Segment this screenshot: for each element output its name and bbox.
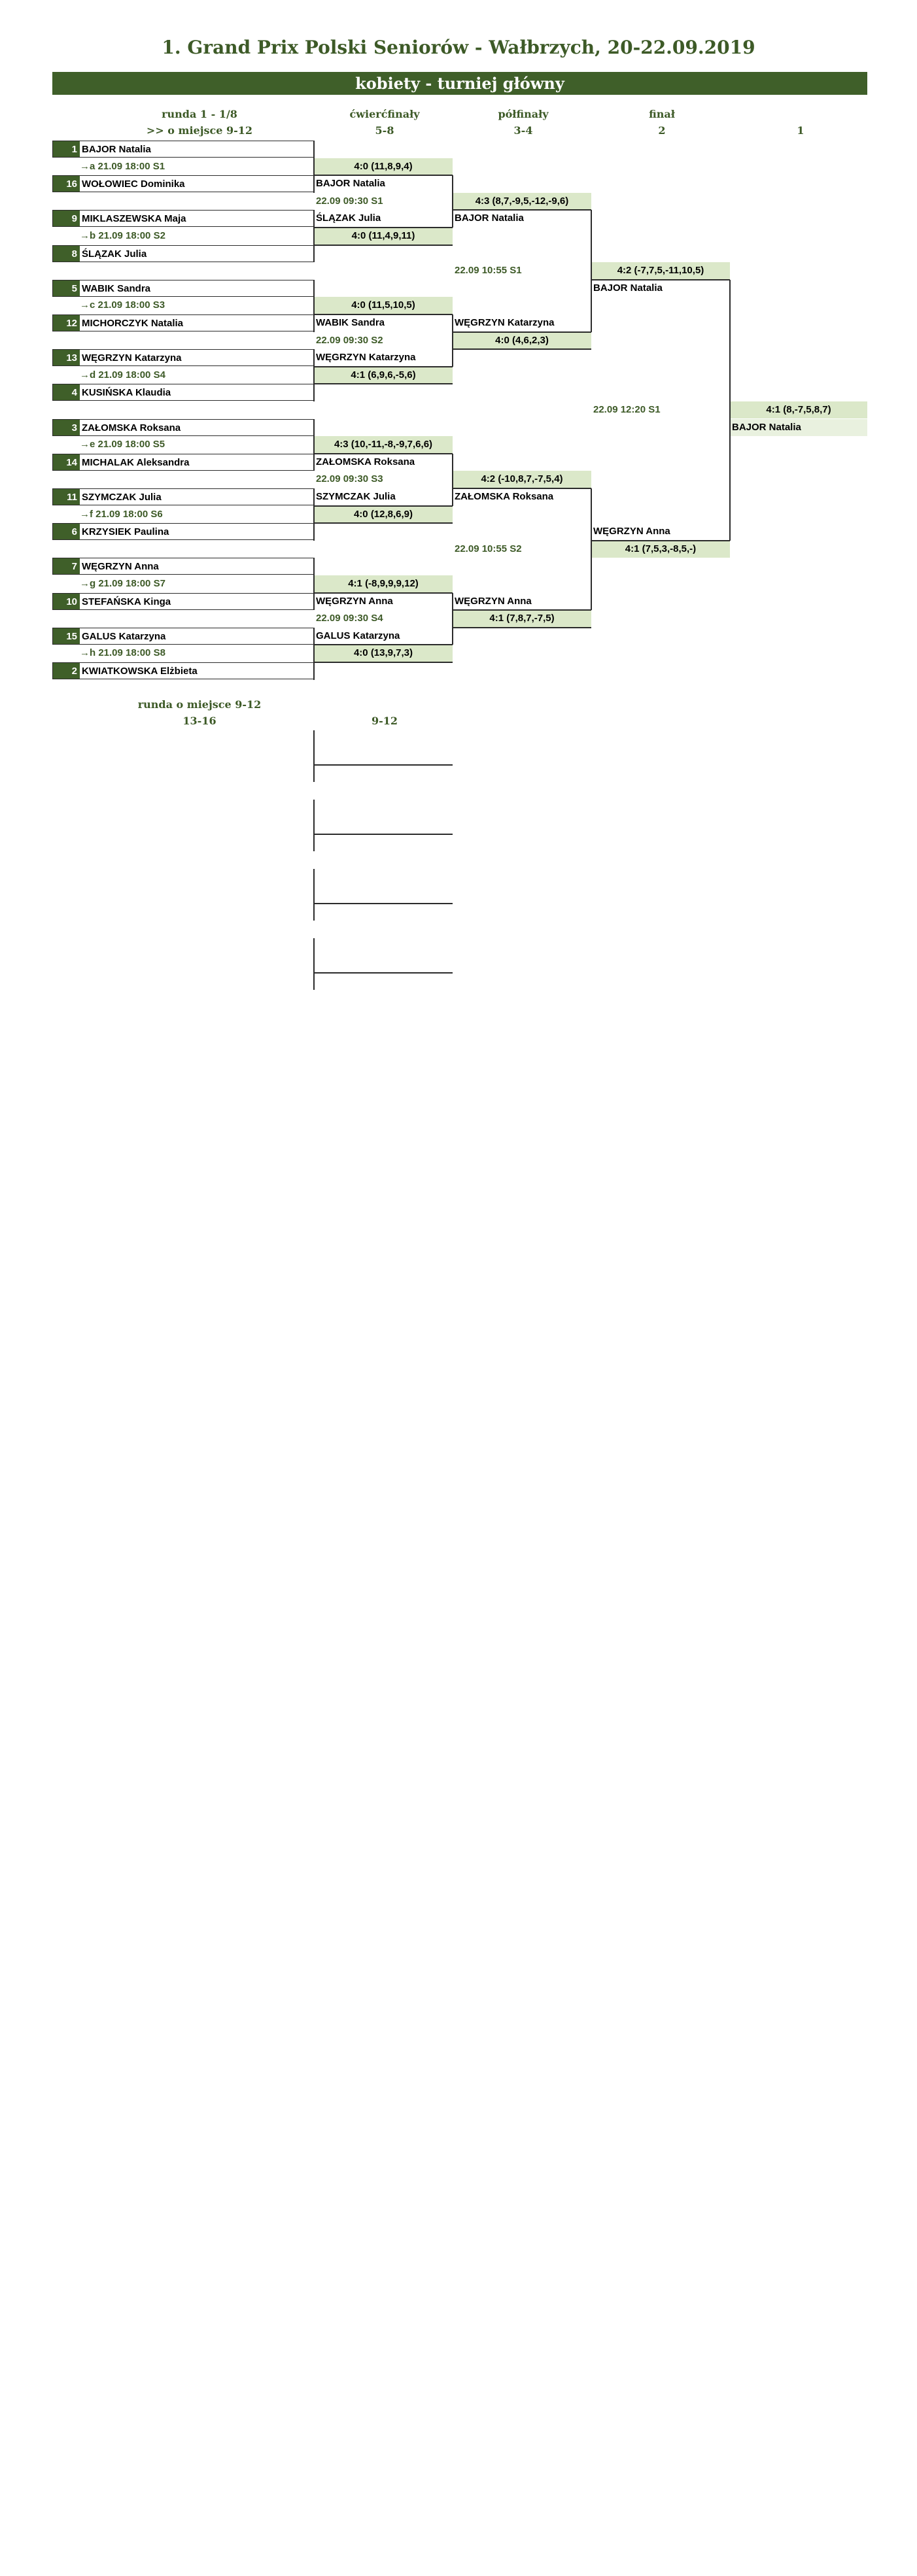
header-lower-9-12: 9-12 <box>371 715 398 727</box>
r1-player-slot <box>52 245 314 262</box>
qf-match-result: 4:0 (4,6,2,3) <box>453 332 591 349</box>
seed-number: 3 <box>53 420 80 435</box>
qf-connector <box>314 175 453 176</box>
sf-player-slot: WĘGRZYN Katarzyna <box>453 314 591 331</box>
qf-player-slot: ŚLĄZAK Julia <box>314 210 453 227</box>
r1-match-schedule: →a 21.09 18:00 S1 <box>80 161 165 172</box>
qf-connector <box>314 592 453 594</box>
player-name: WOŁOWIEC Dominika <box>82 178 185 190</box>
r1-match-schedule: →d 21.09 18:00 S4 <box>80 369 165 381</box>
qf-connector <box>314 366 453 367</box>
seed-number: 2 <box>53 663 80 679</box>
seed-number: 8 <box>53 246 80 262</box>
r1-player-slot <box>52 175 314 192</box>
r1-connector <box>314 662 453 663</box>
header-lower-round: runda o miejsce 9-12 <box>137 698 262 711</box>
header-lower-round-sub: 13-16 <box>182 715 216 727</box>
qf-connector <box>314 314 453 315</box>
section-banner: kobiety - turniej główny <box>52 72 867 95</box>
r1-player-slot <box>52 349 314 366</box>
sf-player-slot: WĘGRZYN Anna <box>453 593 591 610</box>
seed-number: 4 <box>53 384 80 400</box>
player-name: ŚLĄZAK Julia <box>82 248 147 260</box>
qf-player-slot: BAJOR Natalia <box>314 175 453 192</box>
final-connector <box>591 540 730 541</box>
qf-connector <box>314 453 453 454</box>
r1-match-result: 4:0 (11,4,9,11) <box>314 228 453 245</box>
qf-connector <box>314 644 453 645</box>
r1-connector <box>313 210 315 262</box>
header-quarterfinals: ćwierćfinały <box>349 108 420 120</box>
qf-connector <box>314 505 453 507</box>
qf-player-slot: WĘGRZYN Katarzyna <box>314 349 453 366</box>
r1-match-result: 4:1 (-8,9,9,9,12) <box>314 575 453 592</box>
lower-connector <box>313 800 315 851</box>
sf-connector <box>453 609 591 611</box>
qf-player-slot: WABIK Sandra <box>314 314 453 331</box>
seed-number: 15 <box>53 628 80 644</box>
r1-player-slot <box>52 593 314 610</box>
r1-player-slot <box>52 314 314 331</box>
qf-connector <box>453 348 591 350</box>
sf-match-result: 4:2 (-7,7,5,-11,10,5) <box>591 262 730 279</box>
player-name: KUSIŃSKA Klaudia <box>82 387 171 398</box>
r1-match-schedule: →g 21.09 18:00 S7 <box>80 578 165 589</box>
r1-player-slot <box>52 662 314 679</box>
lower-connector <box>313 730 315 782</box>
sf-connector <box>453 488 591 489</box>
player-name: GALUS Katarzyna <box>82 631 166 642</box>
header-winner: 1 <box>797 124 805 137</box>
seed-number: 6 <box>53 524 80 539</box>
qf-connector <box>452 593 453 645</box>
header-quarterfinals-sub: 5-8 <box>375 124 394 137</box>
sf-connector <box>591 210 592 332</box>
qf-connector <box>452 454 453 506</box>
seed-number: 1 <box>53 141 80 157</box>
r1-match-result: 4:3 (10,-11,-8,-9,7,6,6) <box>314 436 453 453</box>
r1-match-schedule: →b 21.09 18:00 S2 <box>80 230 165 241</box>
player-name: MIKLASZEWSKA Maja <box>82 213 186 224</box>
champion-name: BAJOR Natalia <box>730 419 867 436</box>
sf-player-slot: ZAŁOMSKA Roksana <box>453 488 591 505</box>
qf-player-slot: GALUS Katarzyna <box>314 628 453 645</box>
final-player-slot: WĘGRZYN Anna <box>591 523 730 540</box>
r1-player-slot <box>52 384 314 401</box>
r1-connector <box>314 383 453 384</box>
final-player-slot: BAJOR Natalia <box>591 280 730 297</box>
qf-match-schedule: 22.09 09:30 S4 <box>316 613 383 624</box>
player-name: WĘGRZYN Anna <box>82 561 159 572</box>
lower-connector <box>314 834 453 835</box>
final-match-result: 4:1 (8,-7,5,8,7) <box>730 401 867 418</box>
lower-connector <box>314 972 453 974</box>
r1-connector <box>313 141 315 193</box>
r1-match-schedule: →c 21.09 18:00 S3 <box>80 299 165 311</box>
qf-match-result: 4:3 (8,7,-9,5,-12,-9,6) <box>453 193 591 210</box>
seed-number: 13 <box>53 350 80 365</box>
player-name: BAJOR Natalia <box>82 144 151 155</box>
r1-connector <box>313 628 315 680</box>
player-name: STEFAŃSKA Kinga <box>82 596 171 607</box>
header-final-sub: 2 <box>658 124 666 137</box>
qf-player-slot: SZYMCZAK Julia <box>314 488 453 505</box>
lower-connector <box>314 903 453 904</box>
r1-player-slot <box>52 558 314 575</box>
qf-player-slot: ZAŁOMSKA Roksana <box>314 454 453 471</box>
header-final: finał <box>649 108 675 120</box>
sf-connector <box>453 331 591 333</box>
lower-connector <box>313 869 315 921</box>
player-name: MICHORCZYK Natalia <box>82 318 184 329</box>
qf-match-schedule: 22.09 09:30 S3 <box>316 473 383 484</box>
r1-match-schedule: →h 21.09 18:00 S8 <box>80 647 165 658</box>
qf-player-slot: WĘGRZYN Anna <box>314 593 453 610</box>
final-connector <box>591 279 730 280</box>
r1-match-result: 4:0 (12,8,6,9) <box>314 506 453 523</box>
header-semifinals-sub: 3-4 <box>513 124 533 137</box>
player-name: WABIK Sandra <box>82 283 151 294</box>
r1-connector <box>313 558 315 610</box>
seed-number: 9 <box>53 211 80 226</box>
qf-connector <box>314 227 453 228</box>
lower-connector <box>313 938 315 990</box>
r1-match-result: 4:0 (11,5,10,5) <box>314 297 453 314</box>
player-name: KRZYSIEK Paulina <box>82 526 169 537</box>
r1-player-slot <box>52 210 314 227</box>
sf-match-schedule: 22.09 10:55 S2 <box>455 543 522 554</box>
qf-match-result: 4:2 (-10,8,7,-7,5,4) <box>453 471 591 488</box>
r1-player-slot <box>52 523 314 540</box>
seed-number: 14 <box>53 454 80 470</box>
qf-match-schedule: 22.09 09:30 S1 <box>316 195 383 207</box>
r1-connector <box>313 349 315 401</box>
r1-player-slot <box>52 488 314 505</box>
final-match-schedule: 22.09 12:20 S1 <box>593 404 661 415</box>
r1-match-schedule: →e 21.09 18:00 S5 <box>80 439 165 450</box>
sf-player-slot: BAJOR Natalia <box>453 210 591 227</box>
r1-connector <box>314 522 453 524</box>
final-connector <box>729 280 731 541</box>
r1-match-result: 4:0 (11,8,9,4) <box>314 158 453 175</box>
r1-match-result: 4:0 (13,9,7,3) <box>314 645 453 662</box>
seed-number: 16 <box>53 176 80 192</box>
lower-connector <box>314 764 453 766</box>
sf-match-result: 4:1 (7,5,3,-8,5,-) <box>591 541 730 558</box>
player-name: KWIATKOWSKA Elżbieta <box>82 666 198 677</box>
seed-number: 11 <box>53 489 80 505</box>
r1-connector <box>314 245 453 246</box>
r1-match-schedule: →f 21.09 18:00 S6 <box>80 509 163 520</box>
player-name: WĘGRZYN Katarzyna <box>82 352 182 364</box>
seed-number: 12 <box>53 315 80 331</box>
r1-player-slot <box>52 419 314 436</box>
player-name: ZAŁOMSKA Roksana <box>82 422 181 433</box>
sf-match-schedule: 22.09 10:55 S1 <box>455 265 522 276</box>
qf-connector <box>453 627 591 628</box>
r1-player-slot <box>52 628 314 645</box>
seed-number: 7 <box>53 558 80 574</box>
r1-player-slot <box>52 454 314 471</box>
sf-connector <box>453 209 591 211</box>
sf-connector <box>591 488 592 610</box>
qf-match-schedule: 22.09 09:30 S2 <box>316 335 383 346</box>
r1-connector <box>313 280 315 332</box>
seed-number: 5 <box>53 280 80 296</box>
header-round1-sub: >> o miejsce 9-12 <box>146 124 253 137</box>
r1-match-result: 4:1 (6,9,6,-5,6) <box>314 367 453 384</box>
r1-player-slot <box>52 141 314 158</box>
r1-player-slot <box>52 280 314 297</box>
player-name: SZYMCZAK Julia <box>82 492 162 503</box>
header-semifinals: półfinały <box>498 108 549 120</box>
qf-match-result: 4:1 (7,8,7,-7,5) <box>453 610 591 627</box>
qf-connector <box>452 314 453 367</box>
player-name: MICHALAK Aleksandra <box>82 457 190 468</box>
page-title: 1. Grand Prix Polski Seniorów - Wałbrzych, 20-22.09.2019 <box>162 37 755 58</box>
header-round1: runda 1 - 1/8 <box>162 108 237 120</box>
r1-connector <box>313 488 315 541</box>
qf-connector <box>452 175 453 228</box>
r1-connector <box>313 419 315 471</box>
seed-number: 10 <box>53 594 80 609</box>
